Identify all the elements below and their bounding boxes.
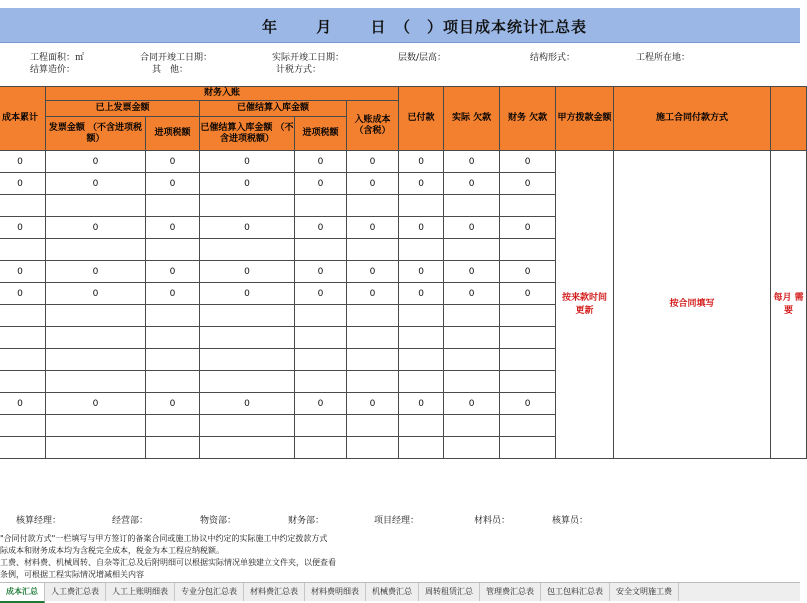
info-area: 工程面积：㎡ xyxy=(30,53,85,63)
sheet-tab[interactable]: 机械费汇总 xyxy=(366,583,419,601)
table-cell[interactable] xyxy=(347,415,399,437)
table-cell[interactable]: 0 xyxy=(500,261,556,283)
table-cell[interactable] xyxy=(399,239,444,261)
info-tax-method: 计税方式： xyxy=(276,65,322,75)
table-cell[interactable]: 0 xyxy=(46,217,146,239)
header-input-tax: 进项税额 xyxy=(146,117,200,151)
table-cell[interactable]: 0 xyxy=(500,173,556,195)
table-cell[interactable]: 0 xyxy=(0,217,46,239)
note-line-3: 工费、材料费、机械周转、自杂等汇总及后附明细可以根据实际情况单独建立文件夹，以便查看 xyxy=(0,558,336,567)
table-cell[interactable] xyxy=(444,371,500,393)
table-cell[interactable] xyxy=(0,415,46,437)
table-cell[interactable] xyxy=(444,195,500,217)
info-settlement: 结算造价： xyxy=(30,65,76,75)
table-cell[interactable] xyxy=(500,371,556,393)
table-cell[interactable]: 0 xyxy=(146,217,200,239)
note-line-1: "合同付款方式"一栏填写与甲方签订的备案合同或施工协议中约定的实际施工中约定拨款方式 xyxy=(0,534,328,543)
table-cell[interactable] xyxy=(444,239,500,261)
table-cell[interactable]: 0 xyxy=(200,173,295,195)
table-cell[interactable] xyxy=(500,349,556,371)
table-cell[interactable] xyxy=(399,415,444,437)
table-cell[interactable]: 0 xyxy=(347,393,399,415)
table-cell[interactable] xyxy=(46,437,146,459)
table-row xyxy=(0,151,807,173)
table-cell[interactable] xyxy=(444,437,500,459)
table-cell[interactable]: 0 xyxy=(347,151,399,173)
table-cell[interactable]: 0 xyxy=(146,173,200,195)
table-cell[interactable]: 0 xyxy=(444,217,500,239)
header-edge xyxy=(771,87,807,151)
table-cell[interactable] xyxy=(200,415,295,437)
table-cell[interactable]: 0 xyxy=(46,261,146,283)
table-cell[interactable] xyxy=(295,327,347,349)
table-cell[interactable]: 0 xyxy=(347,173,399,195)
header-actual-owed: 实际 欠款 xyxy=(444,87,500,151)
table-cell[interactable] xyxy=(146,305,200,327)
table-cell[interactable] xyxy=(399,437,444,459)
table-cell[interactable] xyxy=(295,195,347,217)
table-cell[interactable]: 0 xyxy=(295,217,347,239)
header-entry-cost: 入账成本 （含税） xyxy=(347,101,399,151)
table-cell[interactable] xyxy=(46,327,146,349)
table-cell[interactable] xyxy=(399,349,444,371)
table-cell[interactable] xyxy=(399,327,444,349)
table-cell[interactable] xyxy=(46,239,146,261)
sheet-tab[interactable]: 人工上账明细表 xyxy=(106,583,175,601)
contract-payment-note-cell[interactable]: 按合同填写 xyxy=(614,151,771,459)
table-cell[interactable]: 0 xyxy=(347,261,399,283)
sheet-tab[interactable]: 管理费汇总表 xyxy=(480,583,541,601)
sheet-tab[interactable]: 材料费明细表 xyxy=(305,583,366,601)
table-cell[interactable] xyxy=(146,239,200,261)
table-cell[interactable]: 0 xyxy=(500,217,556,239)
table-cell[interactable] xyxy=(146,195,200,217)
table-cell[interactable] xyxy=(347,305,399,327)
info-contract-start: 合同开竣工日期： xyxy=(140,53,213,63)
owner-payment-note-cell[interactable]: 按来款时间 更新 xyxy=(556,151,614,459)
table-cell[interactable]: 0 xyxy=(444,261,500,283)
table-cell[interactable] xyxy=(200,437,295,459)
sheet-tab[interactable]: 包工包料汇总表 xyxy=(541,583,610,601)
table-cell[interactable]: 0 xyxy=(200,261,295,283)
info-other: 其 他： xyxy=(152,65,189,75)
sheet-tab[interactable]: 材料费汇总表 xyxy=(244,583,305,601)
table-cell[interactable]: 0 xyxy=(295,151,347,173)
table-cell[interactable] xyxy=(500,327,556,349)
table-cell[interactable] xyxy=(444,327,500,349)
sign-operations: 经营部： xyxy=(112,516,149,526)
table-cell[interactable] xyxy=(347,371,399,393)
sheet-tab[interactable]: 人工费汇总表 xyxy=(45,583,106,601)
table-cell[interactable]: 0 xyxy=(295,393,347,415)
table-cell[interactable] xyxy=(200,371,295,393)
table-cell[interactable]: 0 xyxy=(295,283,347,305)
table-cell[interactable] xyxy=(399,305,444,327)
header-owner-payment: 甲方拨款金额 xyxy=(556,87,614,151)
header-invoice-amount: 发票金额 （不含进项税额） xyxy=(46,117,146,151)
table-cell[interactable] xyxy=(46,371,146,393)
table-cell[interactable] xyxy=(46,415,146,437)
table-cell[interactable]: 0 xyxy=(399,283,444,305)
table-cell[interactable] xyxy=(295,305,347,327)
table-cell[interactable]: 0 xyxy=(500,393,556,415)
table-cell[interactable] xyxy=(295,239,347,261)
sign-project-manager: 项目经理： xyxy=(374,516,420,526)
table-cell[interactable]: 0 xyxy=(399,217,444,239)
table-cell[interactable] xyxy=(0,305,46,327)
table-cell[interactable] xyxy=(146,371,200,393)
edge-note-cell[interactable]: 每月 需要 xyxy=(771,151,807,459)
table-cell[interactable]: 0 xyxy=(444,173,500,195)
table-cell[interactable]: 0 xyxy=(399,261,444,283)
table-cell[interactable]: 0 xyxy=(0,283,46,305)
table-cell[interactable] xyxy=(444,415,500,437)
table-cell[interactable] xyxy=(0,239,46,261)
table-cell[interactable] xyxy=(146,327,200,349)
table-cell[interactable] xyxy=(200,349,295,371)
table-cell[interactable] xyxy=(295,437,347,459)
note-line-2: 际成本和财务成本均为含税完全成本，税金为本工程应纳税额。 xyxy=(0,546,224,555)
header-cost-total: 成本累计 xyxy=(0,87,46,151)
sign-materials-dept: 物资部： xyxy=(200,516,237,526)
table-cell[interactable] xyxy=(200,327,295,349)
table-cell[interactable] xyxy=(347,195,399,217)
table-cell[interactable] xyxy=(146,437,200,459)
table-cell[interactable]: 0 xyxy=(500,151,556,173)
table-cell[interactable]: 0 xyxy=(146,151,200,173)
header-finance-entry: 财务入账 xyxy=(46,87,399,101)
table-cell[interactable]: 0 xyxy=(146,393,200,415)
info-actual-start: 实际开竣工日期： xyxy=(272,53,345,63)
note-line-4: 条例，可根据工程实际情况增减相关内容 xyxy=(0,570,144,579)
table-cell[interactable] xyxy=(0,349,46,371)
table-cell[interactable] xyxy=(500,195,556,217)
table-cell[interactable]: 0 xyxy=(200,151,295,173)
header-collected-amount: 已催结算入库金额 （不含进项税额） xyxy=(200,117,295,151)
table-cell[interactable] xyxy=(399,371,444,393)
table-cell[interactable]: 0 xyxy=(0,261,46,283)
table-cell[interactable]: 0 xyxy=(295,261,347,283)
table-cell[interactable] xyxy=(0,327,46,349)
table-cell[interactable] xyxy=(347,349,399,371)
sheet-tab[interactable]: 专业分包汇总表 xyxy=(175,583,244,601)
header-invoiced: 已上发票金额 xyxy=(46,101,200,117)
header-paid: 已付款 xyxy=(399,87,444,151)
table-cell[interactable] xyxy=(0,195,46,217)
table-cell[interactable]: 0 xyxy=(347,217,399,239)
header-finance-owed: 财务 欠款 xyxy=(500,87,556,151)
sheet-tab-bar xyxy=(0,582,800,601)
table-cell[interactable] xyxy=(444,305,500,327)
sign-accountant: 核算员： xyxy=(552,516,589,526)
info-location: 工程所在地： xyxy=(636,53,691,63)
table-cell[interactable] xyxy=(46,305,146,327)
header-contract-payment: 施工合同付款方式 xyxy=(614,87,771,151)
table-cell[interactable] xyxy=(295,415,347,437)
sheet-tab[interactable]: 周转租赁汇总 xyxy=(419,583,480,601)
table-cell[interactable]: 0 xyxy=(46,173,146,195)
table-cell[interactable]: 0 xyxy=(46,393,146,415)
header-collected: 已催结算入库金额 xyxy=(200,101,347,117)
table-cell[interactable]: 0 xyxy=(146,283,200,305)
table-cell[interactable] xyxy=(399,195,444,217)
table-cell[interactable]: 0 xyxy=(399,393,444,415)
table-cell[interactable]: 0 xyxy=(444,283,500,305)
sign-material-clerk: 材料员： xyxy=(474,516,511,526)
table-cell[interactable] xyxy=(46,195,146,217)
table-cell[interactable] xyxy=(295,371,347,393)
table-cell[interactable] xyxy=(146,349,200,371)
table-cell[interactable] xyxy=(200,195,295,217)
table-cell[interactable]: 0 xyxy=(0,151,46,173)
table-cell[interactable]: 0 xyxy=(399,173,444,195)
cost-summary-table xyxy=(0,86,807,459)
table-cell[interactable]: 0 xyxy=(347,283,399,305)
table-cell[interactable]: 0 xyxy=(399,151,444,173)
header-collected-tax: 进项税额 xyxy=(295,117,347,151)
table-cell[interactable] xyxy=(500,305,556,327)
table-cell[interactable]: 0 xyxy=(444,393,500,415)
info-floors: 层数/层高： xyxy=(398,53,447,63)
table-cell[interactable] xyxy=(46,349,146,371)
table-cell[interactable] xyxy=(500,239,556,261)
sign-audit-manager: 核算经理： xyxy=(16,516,62,526)
table-cell[interactable]: 0 xyxy=(0,393,46,415)
table-cell[interactable]: 0 xyxy=(46,151,146,173)
sheet-title: 年 月 日 （ ）项目成本统计汇总表 xyxy=(262,18,587,36)
info-structure: 结构形式： xyxy=(530,53,576,63)
table-cell[interactable] xyxy=(347,239,399,261)
table-cell[interactable] xyxy=(444,349,500,371)
table-cell[interactable]: 0 xyxy=(200,393,295,415)
table-cell[interactable] xyxy=(347,437,399,459)
table-cell[interactable] xyxy=(347,327,399,349)
sheet-tab[interactable]: 安全文明施工费 xyxy=(610,583,679,601)
table-cell[interactable] xyxy=(500,415,556,437)
sheet-tab[interactable]: 成本汇总 xyxy=(0,583,45,603)
table-cell[interactable] xyxy=(0,371,46,393)
table-cell[interactable] xyxy=(295,349,347,371)
table-cell[interactable]: 0 xyxy=(500,283,556,305)
table-cell[interactable]: 0 xyxy=(146,261,200,283)
table-cell[interactable]: 0 xyxy=(200,217,295,239)
sign-finance: 财务部： xyxy=(288,516,325,526)
table-cell[interactable]: 0 xyxy=(0,173,46,195)
table-cell[interactable] xyxy=(146,415,200,437)
table-cell[interactable]: 0 xyxy=(200,283,295,305)
table-cell[interactable]: 0 xyxy=(295,173,347,195)
table-cell[interactable]: 0 xyxy=(444,151,500,173)
table-cell[interactable]: 0 xyxy=(46,283,146,305)
table-cell[interactable] xyxy=(0,437,46,459)
table-cell[interactable] xyxy=(500,437,556,459)
table-cell[interactable] xyxy=(200,305,295,327)
table-cell[interactable] xyxy=(200,239,295,261)
